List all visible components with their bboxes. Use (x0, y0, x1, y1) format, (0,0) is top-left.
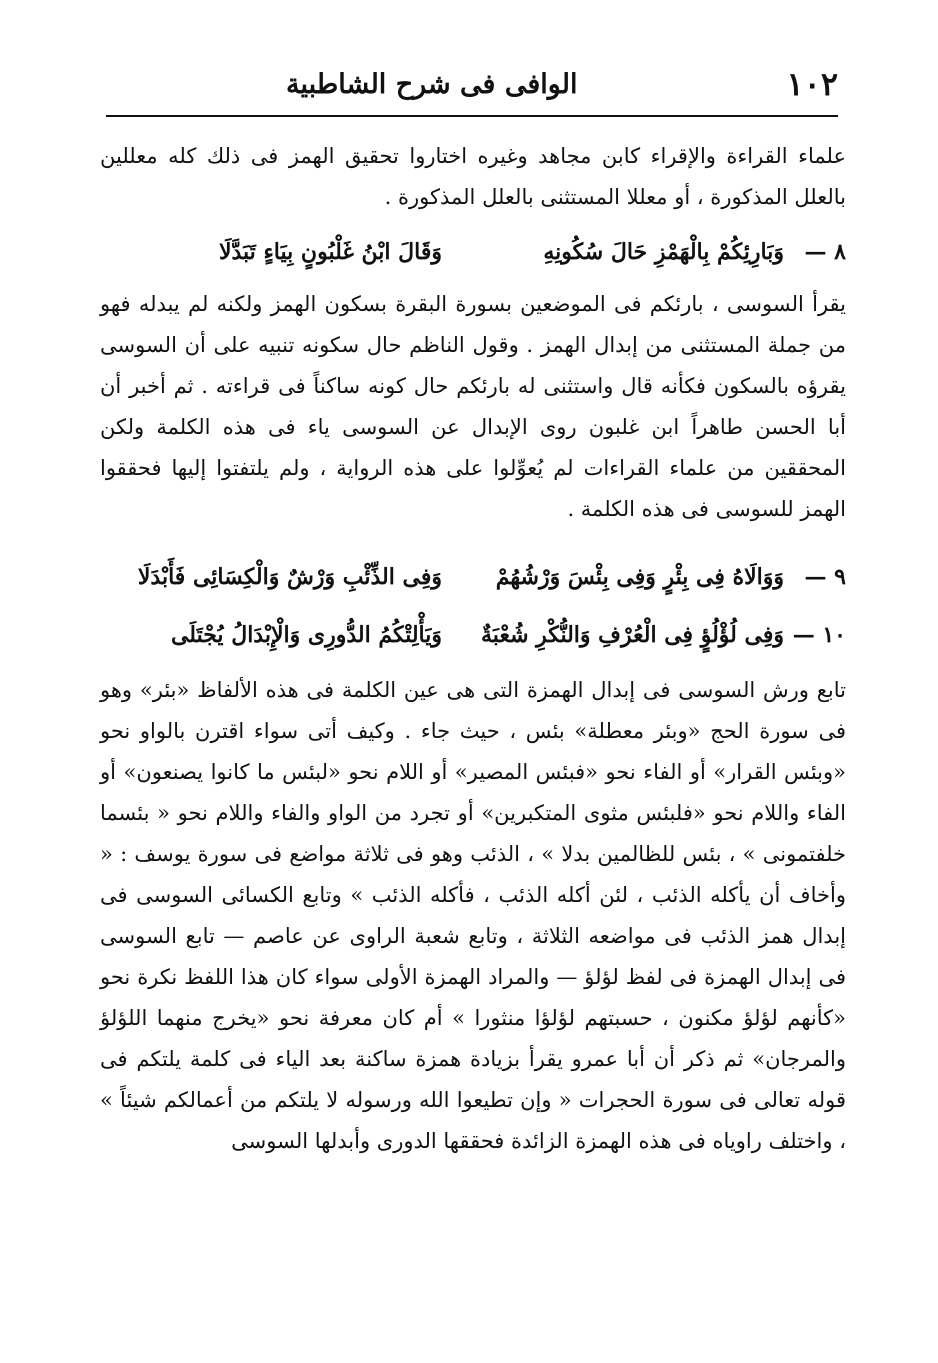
text-line: أعمالكم شيئاً » ، واختلف راوياه فى هذه الهمزة الزائدة فحققها الدورى وأبدلها السوسى (100, 1088, 846, 1153)
verse-9 (100, 548, 846, 606)
verse-second-hemistich: وَيَأْلِتْكُمُ الدُّورِى وَالْإِبْدَالُ يُجْتَلَى (170, 622, 442, 648)
text-line: فى سورة الحج «وبئر معطلة» بئس ، حيث جاء . وكيف أتى سواء اقترن بالواو نحو (100, 719, 846, 743)
text-line: «يخرج منهما اللؤلؤ والمرجان» ثم ذكر أن أبا عمرو يقرأ بزيادة همزة ساكنة بعد الياء (100, 1006, 847, 1071)
text-line: يقرأ السوسى ، بارئكم فى الموضعين بسورة البقرة بسكون الهمز ولكنه لم يبدله فهو (100, 292, 846, 316)
running-title: الوافى فى شرح الشاطبية (286, 68, 578, 100)
paragraph-1 (100, 136, 846, 218)
page-header (106, 62, 838, 106)
verse-number: ٨ — (804, 239, 846, 265)
paragraph-3 (100, 670, 846, 1162)
verse-second-hemistich: وَفِى الذِّئْبِ وَرْشٌ وَالْكِسَائِى فَأَبْدَلَا (137, 564, 442, 590)
text-line: من جملة المستثنى من إبدال الهمز . وقول الناظم حال سكونه تنبيه على أن السوسى (100, 333, 846, 357)
text-line: أن أبا الحسن طاهراً ابن غلبون روى الإبدال عن السوسى ياء فى هذه الكلمة ولكن (100, 374, 846, 439)
text-line: بالعلل المذكورة ، أو معللا المستثنى بالعلل المذكورة . (384, 185, 846, 209)
verse-first-hemistich: وَبَارِئِكُمْ بِالْهَمْزِ حَالَ سُكُونِهِ (543, 239, 784, 265)
paragraph-2 (100, 284, 846, 530)
verse-number: ١٠ — (792, 622, 846, 648)
header-rule (106, 115, 838, 117)
page-body (100, 136, 846, 1162)
text-line: «وبئس القرار» أو الفاء نحو «فبئس المصير» أو اللام نحو «لبئس ما كانوا يصنعون» أو (100, 760, 846, 784)
text-line: اللفظ نكرة نحو «كأنهم لؤلؤ مكنون ، حسبتهم لؤلؤا منثورا » أم كان معرفة نحو (100, 965, 846, 1030)
text-line: تابع ورش السوسى فى إبدال الهمزة التى هى عين الكلمة فى هذه الألفاظ «بئر» وهو (100, 678, 846, 702)
text-line: للسوسى فى هذه الكلمة . (567, 497, 794, 521)
text-line: الفاء واللام نحو «فلبئس مثوى المتكبرين» أو تجرد من الواو والفاء واللام نحو « بئسما (100, 801, 846, 825)
page-number: ١٠٢ (786, 65, 838, 103)
text-line: فى إبدال همز الذئب فى مواضعه الثلاثة ، وتابع شعبة الراوى عن عاصم — تابع (100, 883, 846, 948)
verse-second-hemistich: وَقَالَ ابْنُ غَلْبُونٍ بِيَاءٍ تَبَدَّلَا (218, 239, 442, 265)
verse-first-hemistich: وَفِى لُؤْلُؤٍ فِى الْعُرْفِ وَالنُّكْرِ شُعْبَةٌ (481, 622, 784, 648)
text-line: « وأخاف أن يأكله الذئب ، لئن أكله الذئب ، فأكله الذئب » وتابع الكسائى السوسى (100, 842, 846, 907)
text-line: علماء القراءة والإقراء كابن مجاهد وغيره اختاروا تحقيق الهمز فى ذلك كله معللين (100, 144, 846, 168)
text-line: فى كلمة يلتكم فى قوله تعالى فى سورة الحجرات « وإن تطيعوا الله ورسوله لا يلتكم من (100, 1047, 846, 1112)
verse-first-hemistich: وَوَالَاهُ فِى بِئْرٍ وَفِى بِئْسَ وَرْشُهُمْ (495, 564, 784, 590)
text-line: يقرؤه بالسكون فكأنه قال واستثنى له بارئكم حال كونه ساكناً فى قراءته . ثم أخبر (129, 374, 846, 398)
verse-10 (100, 606, 846, 664)
text-line: المحققين من علماء القراءات لم يُعوِّلوا على هذه الرواية ، ولم يلتفتوا إليها فحققوا الهمز (100, 456, 846, 521)
verse-8 (100, 226, 846, 278)
text-line: السوسى فى إبدال الهمزة فى لفظ لؤلؤ — والمراد الهمزة الأولى سواء كان هذا (100, 924, 847, 989)
verse-number: ٩ — (804, 564, 846, 590)
text-line: خلفتمونى » ، بئس للظالمين بدلا » ، الذئب وهو فى ثلاثة مواضع فى سورة يوسف : (120, 842, 846, 866)
